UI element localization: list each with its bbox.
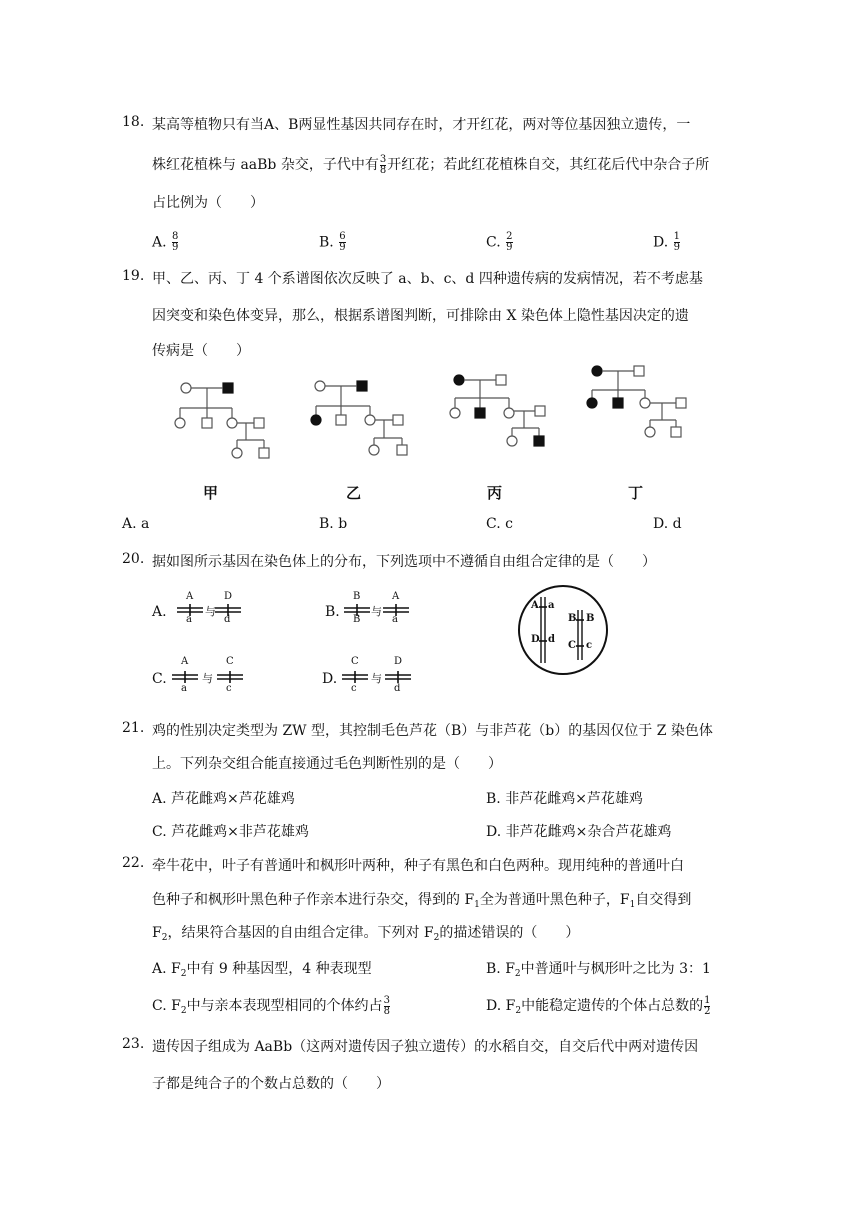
q19-line2: 因突变和染色体变异，那么，根据系谱图判断，可排除由 X 染色体上隐性基因决定的遗: [152, 308, 689, 324]
q20-option-c-label[interactable]: C.: [152, 671, 167, 687]
q18-option-d[interactable]: D. $\frac{1}{9}$: [653, 231, 681, 253]
gene-label: C: [351, 656, 359, 667]
q21-option-d[interactable]: D. 非芦花雌鸡×杂合芦花雄鸡: [486, 824, 672, 840]
with-label: 与: [202, 672, 213, 685]
gene-label: A: [392, 591, 400, 602]
gene-label: B: [353, 591, 361, 602]
pedigree-label-ding: 丁: [628, 484, 644, 502]
q22-option-a[interactable]: A. $F_2$中有 9 种基因型，4 种表现型: [152, 961, 372, 979]
q19-option-a[interactable]: A. a: [122, 516, 150, 532]
q18-line2: 株红花植株与 aaBb 杂交，子代中有 $\frac{3}{8}$ 开红花；若此红花植株自交，其红花后代中杂合子所: [152, 153, 710, 176]
q18-number: 18.: [122, 114, 145, 130]
gene-label: D: [224, 591, 233, 602]
q23-line2: 子都是纯合子的个数占总数的（ ）: [152, 1076, 390, 1092]
pedigree-label-bing: 丙: [487, 484, 503, 502]
q22-line1: 牵牛花中，叶子有普通叶和枫形叶两种，种子有黑色和白色两种。现用纯种的普通叶白: [152, 858, 684, 874]
gene-label: d: [224, 614, 231, 625]
gene-label: a: [392, 614, 398, 625]
gene-label: C: [226, 656, 234, 667]
q19-option-d[interactable]: D. d: [653, 516, 682, 532]
q22-number: 22.: [122, 855, 145, 871]
q22-option-b[interactable]: B. $F_2$中普通叶与枫形叶之比为 3：1: [486, 961, 711, 979]
cell-gene-label: B: [586, 613, 595, 624]
cell-gene-label: d: [548, 634, 555, 645]
q18-option-b[interactable]: B. $\frac{6}{9}$: [319, 231, 346, 253]
q22-option-d[interactable]: D. $F_2$中能稳定遗传的个体占总数的 $\frac{1}{2}$: [486, 994, 711, 1017]
with-label: 与: [371, 605, 382, 618]
q21-line2: 上。下列杂交组合能直接通过毛色判断性别的是（ ）: [152, 756, 502, 772]
q18-line1: 某高等植物只有当A、B两显性基因共同存在时，才开红花，两对等位基因独立遗传，一: [152, 117, 691, 133]
q20-number: 20.: [122, 551, 145, 567]
q19-line1: 甲、乙、丙、丁 4 个系谱图依次反映了 a、b、c、d 四种遗传病的发病情况，若不考虑基: [152, 271, 703, 287]
pedigree-label-yi: 乙: [346, 484, 362, 502]
q20-option-b-label[interactable]: B.: [325, 604, 340, 620]
q19-option-c[interactable]: C. c: [486, 516, 513, 532]
q19-number: 19.: [122, 268, 145, 284]
q18-option-c[interactable]: C. $\frac{2}{9}$: [486, 231, 513, 253]
q22-line3: $F_2$，结果符合基因的自由组合定律。下列对 $F_2$的描述错误的（ ）: [152, 925, 580, 943]
fraction: $\frac{3}{8}$: [379, 153, 387, 176]
cell-gene-label: C: [568, 640, 576, 651]
q21-number: 21.: [122, 720, 145, 736]
q18-option-a[interactable]: A. $\frac{8}{9}$: [152, 231, 179, 253]
q18-line3: 占比例为（ ）: [152, 195, 264, 211]
gene-label: c: [226, 683, 232, 694]
q21-option-c[interactable]: C. 芦花雌鸡×非芦花雄鸡: [152, 824, 309, 840]
gene-label: A: [186, 591, 194, 602]
cell-gene-label: D: [531, 634, 540, 645]
q21-option-b[interactable]: B. 非芦花雌鸡×芦花雄鸡: [486, 791, 643, 807]
gene-label: B: [353, 614, 361, 625]
with-label: 与: [205, 605, 216, 618]
q21-line1: 鸡的性别决定类型为 ZW 型，其控制毛色芦花（B）与非芦花（b）的基因仅位于 Z 染色体: [152, 723, 713, 739]
gene-label: a: [181, 683, 187, 694]
cell-gene-label: A: [531, 600, 539, 611]
q23-line1: 遗传因子组成为 AaBb（这两对遗传因子独立遗传）的水稻自交，自交后代中两对遗传因: [152, 1039, 699, 1055]
q20-text: 据如图所示基因在染色体上的分布，下列选项中不遵循自由组合定律的是（ ）: [152, 554, 656, 570]
with-label: 与: [371, 672, 382, 685]
q23-number: 23.: [122, 1036, 145, 1052]
gene-label: c: [351, 683, 357, 694]
cell-gene-label: a: [548, 600, 555, 611]
q20-option-d-label[interactable]: D.: [322, 671, 338, 687]
cell-gene-label: B: [568, 613, 577, 624]
gene-label: a: [186, 614, 192, 625]
gene-label: D: [394, 656, 403, 667]
q22-line2: 色种子和枫形叶黑色种子作亲本进行杂交，得到的 $F_1$全为普通叶黑色种子，$F_1$自交得到: [152, 892, 692, 910]
gene-label: A: [181, 656, 189, 667]
cell-gene-label: c: [586, 640, 593, 651]
pedigree-label-jia: 甲: [203, 484, 219, 502]
gene-label: d: [394, 683, 401, 694]
q21-option-a[interactable]: A. 芦花雌鸡×芦花雄鸡: [152, 791, 295, 807]
q19-option-b[interactable]: B. b: [319, 516, 348, 532]
q19-line3: 传病是（ ）: [152, 343, 250, 359]
q20-option-a-label[interactable]: A.: [152, 604, 167, 620]
q22-option-c[interactable]: C. $F_2$中与亲本表现型相同的个体约占 $\frac{3}{8}$: [152, 994, 390, 1017]
